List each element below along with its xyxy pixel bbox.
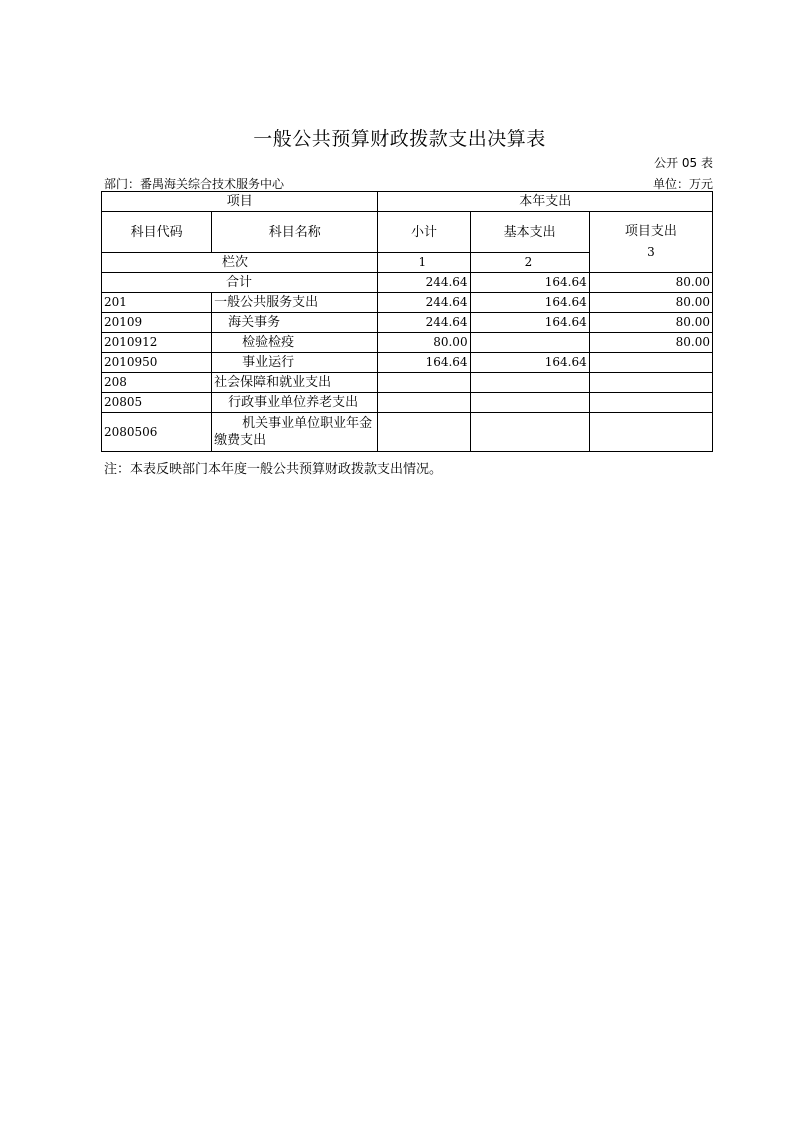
row-subtotal: 244.64 [378,313,470,333]
row-project [589,353,712,373]
row-subtotal: 244.64 [378,293,470,313]
row-basic: 164.64 [470,293,589,313]
row-subtotal [378,413,470,452]
table-row [102,333,713,353]
table-row [102,293,713,313]
row-basic: 164.64 [470,313,589,333]
row-code: 2010912 [102,333,212,353]
row-name: 一般公共服务支出 [212,293,378,313]
row-project [589,393,712,413]
row-name: 事业运行 [212,353,378,373]
row-code: 208 [102,373,212,393]
row-subtotal: 80.00 [378,333,470,353]
table-row [102,393,713,413]
total-label: 合计 [102,273,378,293]
total-project: 80.00 [589,273,712,293]
header-basic: 基本支出 [470,212,589,253]
row-code: 20109 [102,313,212,333]
table-row [102,413,713,452]
row-basic: 164.64 [470,353,589,373]
row-name: 海关事务 [212,313,378,333]
header-name: 科目名称 [212,212,378,253]
row-basic [470,333,589,353]
row-code: 2080506 [102,413,212,452]
table-row [102,373,713,393]
table-row [102,353,713,373]
header-subtotal: 小计 [378,212,470,253]
row-project [589,413,712,452]
page-title: 一般公共预算财政拨款支出决算表 [253,128,546,150]
row-name: 检验检疫 [212,333,378,353]
budget-table [101,191,713,452]
row-project: 80.00 [589,293,712,313]
total-subtotal: 244.64 [378,273,470,293]
row-subtotal [378,373,470,393]
table-note: 注：本表反映部门本年度一般公共预算财政拨款支出情况。 [104,462,443,477]
row-basic [470,393,589,413]
header-project: 项目支出 [624,224,677,239]
department-label: 部门：番禺海关综合技术服务中心 [104,177,285,191]
row-code: 201 [102,293,212,313]
header-row-2 [102,212,713,253]
row-basic [470,413,589,452]
header-current-year: 本年支出 [378,192,713,212]
row-name: 社会保障和就业支出 [212,373,378,393]
column-label: 栏次 [102,253,378,273]
form-number: 公开 05 表 [654,156,713,170]
col3-number: 3 [647,245,655,259]
row-name: 行政事业单位养老支出 [212,393,378,413]
header-item: 项目 [102,192,378,212]
header-code: 科目代码 [102,212,212,253]
row-subtotal: 164.64 [378,353,470,373]
col1-number: 1 [378,253,470,273]
row-project: 80.00 [589,313,712,333]
header-project-cell [589,212,712,273]
row-project: 80.00 [589,333,712,353]
col2-number: 2 [470,253,589,273]
row-code: 2010950 [102,353,212,373]
row-name: 机关事业单位职业年金缴费支出 [212,413,378,452]
row-basic [470,373,589,393]
row-subtotal [378,393,470,413]
unit-label: 单位：万元 [652,177,713,191]
total-row [102,273,713,293]
table-row [102,313,713,333]
row-project [589,373,712,393]
header-row-1 [102,192,713,212]
row-code: 20805 [102,393,212,413]
total-basic: 164.64 [470,273,589,293]
